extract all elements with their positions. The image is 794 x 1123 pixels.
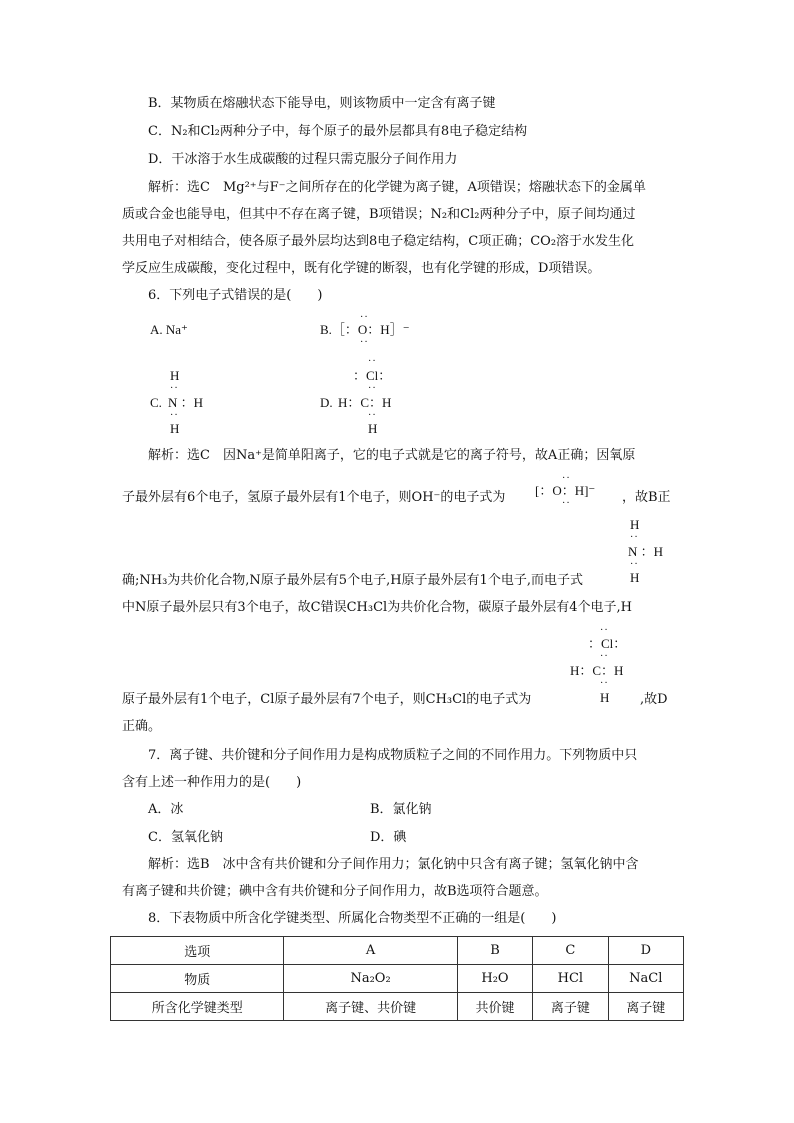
q7-stem-line2: 含有上述一种作用力的是( )	[122, 775, 302, 790]
q6-answer-line6: 正确。	[122, 719, 162, 734]
q7-option-c: C．氢氧化钠	[148, 830, 223, 845]
q7-option-a: A．冰	[148, 802, 184, 817]
q6-answer-line3: 确;NH₃为共价化合物,N原子最外层有5个电子,H原子最外层有1个电子,而电子式	[122, 573, 583, 588]
table-cell: Na₂O₂	[284, 965, 457, 993]
q5-answer-line2: 质或合金也能导电，但其中不存在离子键，B项错误；N₂和Cl₂两种分子中，原子间均通过	[122, 207, 636, 222]
q5-answer-line4: 学反应生成碳酸，变化过程中，既有化学键的断裂，也有化学键的形成，D项错误。	[122, 261, 601, 276]
table-cell: B	[457, 937, 532, 965]
formula-hch: H：C：H	[570, 663, 624, 678]
table-cell: H₂O	[457, 965, 532, 993]
q6-option-d-label: D.	[320, 395, 333, 410]
q7-option-d: D．碘	[370, 830, 407, 845]
table-cell: C	[533, 937, 608, 965]
electron-dots: ··	[368, 410, 377, 421]
electron-dots: ··	[360, 312, 369, 323]
q6-answer-line5b: ,故D	[640, 692, 668, 707]
q8-stem: 8．下表物质中所含化学键类型、所属化合物类型不正确的一组是( )	[148, 911, 557, 926]
q7-option-b: B．氯化钠	[370, 802, 432, 817]
q7-answer-line2: 有离子键和共价键；碘中含有共价键和分子间作用力，故B选项符合题意。	[122, 884, 548, 899]
q6-answer-line1: 解析：选C 因Na⁺是简单阳离子，它的电子式就是它的离子符号，故A正确；因氧原	[148, 448, 636, 463]
q6-option-c-label: C.	[150, 395, 162, 410]
formula-h: H	[368, 421, 378, 436]
table-row	[111, 937, 684, 965]
table-cell: 离子键	[533, 993, 608, 1021]
electron-dots: ··	[600, 651, 609, 662]
q6-answer-line2a: 子最外层有6个电子，氢原子最外层有1个电子，则OH⁻的电子式为	[122, 490, 506, 505]
electron-dots: ··	[170, 410, 179, 421]
table-cell: 共价键	[457, 993, 532, 1021]
electron-dots: ··	[368, 383, 377, 394]
formula-h: H	[170, 368, 180, 383]
q6-answer-line2b: ，故B正	[622, 490, 671, 505]
formula-h: H	[170, 421, 180, 436]
q6-stem: 6．下列电子式错误的是( )	[148, 288, 323, 303]
table-cell: 选项	[111, 937, 284, 965]
inline-formula-oh: [：O：H]⁻	[535, 483, 596, 498]
electron-dots: ··	[562, 498, 571, 509]
q6-answer-line5a: 原子最外层有1个电子，Cl原子最外层有7个电子，则CH₃Cl的电子式为	[122, 692, 532, 707]
table-cell: D	[608, 937, 683, 965]
formula-cl: ：Cl：	[588, 636, 627, 651]
electron-dots: ··	[562, 473, 571, 484]
table-row	[111, 993, 684, 1021]
formula-h: H	[600, 690, 610, 705]
table-cell: 离子键、共价键	[284, 993, 457, 1021]
q5-answer-line3: 共用电子对相结合，使各原子最外层均达到8电子稳定结构，C项正确；CO₂溶于水发生化	[122, 234, 635, 249]
electron-dots: ··	[170, 383, 179, 394]
formula-h: H	[630, 570, 640, 585]
q6-option-b: B.［：O：H］⁻	[320, 322, 410, 337]
electron-dots: ··	[360, 337, 369, 348]
electron-dots: ··	[600, 625, 609, 636]
q8-table	[110, 936, 684, 1021]
table-cell: NaCl	[608, 965, 683, 993]
q5-answer-line1: 解析：选C Mg²⁺与F⁻之间所存在的化学键为离子键，A项错误；熔融状态下的金属单	[148, 180, 646, 195]
table-cell: 物质	[111, 965, 284, 993]
q5-option-d: D．干冰溶于水生成碳酸的过程只需克服分子间作用力	[148, 152, 458, 167]
q5-option-c: C．N₂和Cl₂两种分子中，每个原子的最外层都具有8电子稳定结构	[148, 124, 528, 139]
formula-h: H	[630, 517, 640, 532]
q6-option-a: A. Na⁺	[150, 322, 188, 337]
q7-answer-line1: 解析：选B 冰中含有共价键和分子间作用力；氯化钠中只含有离子键；氢氧化钠中含	[148, 857, 639, 872]
formula-nh: N ：H	[168, 395, 204, 410]
table-row	[111, 965, 684, 993]
q7-stem-line1: 7．离子键、共价键和分子间作用力是构成物质粒子之间的不同作用力。下列物质中只	[148, 748, 638, 763]
table-cell: 离子键	[608, 993, 683, 1021]
table-cell: 所含化学键类型	[111, 993, 284, 1021]
electron-dots: ··	[600, 678, 609, 689]
formula-cl: ：Cl：	[353, 368, 392, 383]
table-cell: HCl	[533, 965, 608, 993]
electron-dots: ··	[368, 356, 377, 367]
q5-option-b: B．某物质在熔融状态下能导电，则该物质中一定含有离子键	[148, 96, 496, 111]
q6-answer-line4: 中N原子最外层只有3个电子，故C错误CH₃Cl为共价化合物，碳原子最外层有4个电子,H	[122, 600, 632, 615]
electron-dots: ··	[630, 532, 639, 543]
table-cell: A	[284, 937, 457, 965]
formula-nh: N ：H	[628, 544, 664, 559]
formula-hch: H：C：H	[338, 395, 392, 410]
electron-dots: ··	[630, 559, 639, 570]
